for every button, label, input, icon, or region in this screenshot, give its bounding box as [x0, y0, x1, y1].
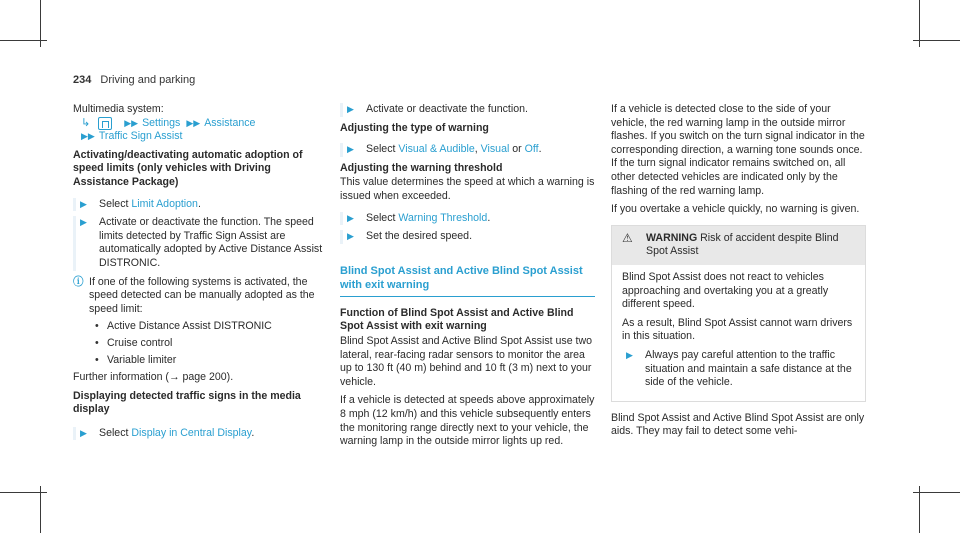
path-intro: Multimedia system: — [73, 103, 164, 115]
crop-mark — [913, 492, 960, 493]
page-number: 234 — [73, 74, 92, 86]
info-icon: ⓘ — [73, 275, 84, 288]
threshold-text: This value determines the speed at which a warning is issued when exceeded. — [340, 176, 595, 202]
list-item: • Active Distance Assist DISTRONIC — [107, 320, 323, 334]
warning-triangle-icon: ⚠ — [622, 230, 633, 245]
step-text: . — [197, 197, 201, 210]
page-header — [73, 74, 195, 86]
paragraph: If a vehicle is detected at speeds above approximately 8 mph (12 km/h) and this vehicle subsequently enters the monitoring range directly next to your vehicle, the warning lamp in the outside mirror lights up red. — [340, 394, 595, 448]
step-text: Select — [99, 197, 132, 210]
note — [73, 276, 323, 317]
chevron-right-icon: ▶▶ — [124, 117, 139, 128]
step-arrow-icon: ▶ — [347, 231, 354, 242]
paragraph: If a vehicle is detected close to the side of your vehicle, the red warning lamp in the outside mirror flashes. If you switch on the turn signal indicator in the corresponding direction, a warning tone sounds once. If the turn signal indicator remains switched on, all other detected vehicles are indicated only by the flashing of the red warning lamp. — [611, 103, 865, 197]
heading-type: Adjusting the type of warning — [340, 121, 489, 134]
paragraph: If you overtake a vehicle quickly, no warning is given. — [611, 203, 860, 216]
menu-path — [73, 103, 323, 144]
warning-box — [611, 225, 866, 402]
step-text: . — [538, 143, 542, 156]
step — [340, 230, 595, 244]
column-2 — [340, 103, 595, 454]
chevron-right-icon: ▶▶ — [186, 117, 201, 128]
chevron-right-icon: ▶▶ — [81, 131, 95, 142]
heading-threshold: Adjusting the warning threshold — [340, 161, 503, 174]
step-text: Select — [366, 211, 399, 224]
step-arrow-icon: ▶ — [347, 144, 354, 155]
section-name: Driving and parking — [100, 74, 196, 86]
heading-function: Function of Blind Spot Assist and Active Blind Spot Assist with exit warning — [340, 306, 574, 333]
step — [73, 216, 323, 270]
step — [340, 143, 595, 157]
bullet-list — [73, 320, 323, 367]
step-text: Always pay careful attention to the traffic situation and maintain a safe distance at the side of the vehicle. — [645, 348, 852, 389]
step-arrow-icon: ▶ — [80, 217, 87, 228]
path-settings[interactable]: Settings — [142, 116, 181, 129]
paragraph: As a result, Blind Spot Assist cannot warn drivers in this situation. — [622, 316, 853, 343]
warning-title: Risk of accident despite Blind Spot Assist — [646, 231, 839, 258]
visual-audible-link[interactable]: Visual & Audible — [398, 143, 475, 156]
home-icon — [98, 117, 112, 130]
paragraph: Blind Spot Assist does not react to vehicles approaching and overtaking you at a greatly different speed. — [622, 270, 829, 311]
crop-mark — [0, 492, 47, 493]
warning-threshold-link[interactable]: Warning Threshold — [398, 211, 488, 224]
crop-mark — [919, 486, 920, 533]
column-1 — [73, 103, 323, 445]
warning-header — [612, 226, 865, 265]
display-central-link[interactable]: Display in Central Display — [131, 426, 252, 439]
step-arrow-icon: ▶ — [626, 349, 633, 360]
step-text: Select — [99, 426, 132, 439]
step-text: or — [509, 143, 525, 156]
step — [73, 198, 323, 212]
visual-link[interactable]: Visual — [480, 143, 510, 156]
step-text: Activate or deactivate the function. The speed limits detected by Traffic Sign Assist are automatically adopted by Active Distance Assist DISTRONIC. — [99, 216, 323, 269]
step-text: , — [474, 143, 481, 156]
off-link[interactable]: Off — [524, 143, 539, 156]
step-text: Activate or deactivate the function. — [366, 103, 528, 115]
paragraph: Blind Spot Assist and Active Blind Spot Assist use two lateral, rear-facing radar sensors to monitor the area up to 130 ft (40 m) behind and 10 ft (3 m) next to your vehicle. — [340, 334, 593, 388]
path-assistance[interactable]: Assistance — [204, 116, 256, 129]
crop-mark — [40, 486, 41, 533]
step-text: . — [487, 211, 491, 224]
step-arrow-icon: ▶ — [80, 198, 87, 209]
step-text: . — [251, 426, 255, 439]
step — [340, 212, 595, 226]
step — [73, 427, 323, 441]
step-arrow-icon: ▶ — [347, 212, 354, 223]
step — [622, 349, 855, 390]
list-item: • Cruise control — [107, 337, 323, 351]
list-item: • Variable limiter — [107, 354, 323, 368]
heading-activating: Activating/deactivating automatic adoption of speed limits (only vehicles with Driving Assistance Package) — [73, 148, 303, 188]
step-arrow-icon: ▶ — [347, 104, 354, 114]
further-info: Further information (→ page 200). — [73, 371, 234, 384]
path-arrow-icon: ↳ — [81, 116, 91, 129]
column-3 — [611, 103, 866, 444]
crop-mark — [913, 40, 960, 41]
warning-label: WARNING — [646, 231, 698, 244]
heading-display: Displaying detected traffic signs in the media display — [73, 389, 301, 416]
section-title: Blind Spot Assist and Active Blind Spot Assist with exit warning — [340, 264, 595, 297]
step — [340, 103, 595, 117]
limit-adoption-link[interactable]: Limit Adoption — [131, 197, 198, 210]
step-text: Select — [366, 143, 399, 156]
paragraph: Blind Spot Assist and Active Blind Spot Assist are only aids. They may fail to detect some vehi- — [611, 411, 865, 438]
crop-mark — [0, 40, 47, 41]
step-arrow-icon: ▶ — [80, 427, 87, 438]
path-traffic-sign-assist[interactable]: Traffic Sign Assist — [98, 130, 183, 143]
note-text: If one of the following systems is activated, the speed detected can be manually adopted as the speed limit: — [89, 275, 315, 315]
step-text: Set the desired speed. — [366, 230, 473, 243]
warning-body — [612, 265, 865, 401]
